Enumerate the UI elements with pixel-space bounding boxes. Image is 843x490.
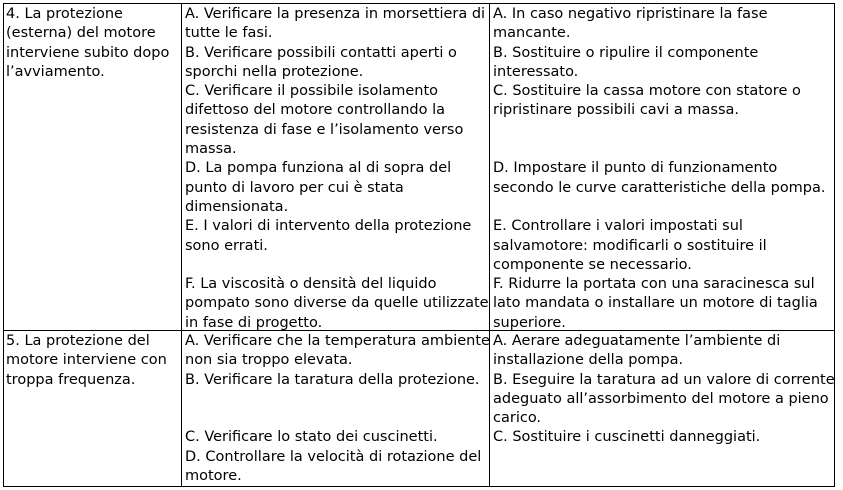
problem-line: l’avviamento. <box>6 63 105 80</box>
cause-d-line: punto di lavoro per cui è stata <box>185 179 404 196</box>
cause-b-line: B. Verificare possibili contatti aperti o <box>185 44 457 61</box>
remedy-a-line: A. In caso negativo ripristinare la fase <box>493 6 768 22</box>
cause-a-line: non sia troppo elevata. <box>185 352 353 369</box>
problem-line: motore interviene con <box>6 352 167 369</box>
remedy-a-line: A. Aerare adeguatamente l’ambiente di <box>493 333 781 349</box>
remedy-b-line: B. Eseguire la taratura ad un valore di corrente <box>493 371 835 388</box>
cause-f-line: pompato sono diverse da quelle utilizzate <box>185 295 489 312</box>
remedy-f-line: F. Ridurre la portata con una saracinesca sul <box>493 276 815 293</box>
remedy-f-line: lato mandata o installare un motore di taglia <box>493 295 818 312</box>
cause-c-line: C. Verificare il possibile isolamento <box>185 83 439 100</box>
row-5-problem <box>6 332 167 390</box>
row-4-causes <box>185 5 489 333</box>
blank-line <box>493 121 826 140</box>
row-5-causes <box>185 332 490 486</box>
row-4-problem <box>6 5 169 82</box>
remedy-a-line: installazione della pompa. <box>493 352 684 369</box>
remedy-c-line: C. Sostituire i cuscinetti danneggiati. <box>493 429 761 446</box>
cause-b-line: sporchi nella protezione. <box>185 63 364 80</box>
cause-d-line: D. Controllare la velocità di rotazione del <box>185 448 482 465</box>
row-4-remedies <box>493 5 826 333</box>
cause-c-line: resistenza di fase e l’isolamento verso <box>185 121 464 138</box>
problem-line: interviene subito dopo <box>6 44 170 61</box>
remedy-f-line: superiore. <box>493 314 566 331</box>
remedy-d-line: secondo le curve caratteristiche della pompa. <box>493 179 826 196</box>
remedy-e-line: E. Controllare i valori impostati sul <box>493 218 743 235</box>
cause-f-line: in fase di progetto. <box>185 314 323 331</box>
remedy-b-line: carico. <box>493 410 542 427</box>
cause-f-line: F. La viscosità o densità del liquido <box>185 276 437 293</box>
blank-line <box>493 198 826 217</box>
remedy-c-line: ripristinare possibili cavi a massa. <box>493 102 739 119</box>
cause-c-line: C. Verificare lo stato dei cuscinetti. <box>185 429 438 446</box>
remedy-b-line: B. Sostituire o ripulire il componente <box>493 44 759 61</box>
blank-line <box>185 409 490 428</box>
cause-d-line: D. La pompa funziona al di sopra del <box>185 160 452 177</box>
row-5-remedies <box>493 332 835 448</box>
blank-line <box>493 140 826 159</box>
cause-d-line: dimensionata. <box>185 198 289 215</box>
cause-e-line: E. I valori di intervento della protezione <box>185 218 472 235</box>
blank-line <box>185 390 490 409</box>
table-border-left <box>3 3 4 487</box>
cause-b-line: B. Verificare la taratura della protezione. <box>185 371 480 388</box>
cause-e-line: sono errati. <box>185 237 268 254</box>
table-border-top <box>3 3 835 4</box>
problem-line: (esterna) del motore <box>6 25 156 42</box>
remedy-b-line: interessato. <box>493 63 579 80</box>
problem-line: 5. La protezione del <box>6 333 150 349</box>
remedy-d-line: D. Impostare il punto di funzionamento <box>493 160 778 177</box>
problem-line: 4. La protezione <box>6 6 123 22</box>
remedy-e-line: componente se necessario. <box>493 256 692 273</box>
cause-c-line: massa. <box>185 141 237 158</box>
cause-d-line: motore. <box>185 468 242 485</box>
problem-line: troppa frequenza. <box>6 371 136 388</box>
cause-a-line: A. Verificare la presenza in morsettiera di <box>185 6 486 22</box>
cause-a-line: tutte le fasi. <box>185 25 273 42</box>
cause-c-line: difettoso del motore controllando la <box>185 102 445 119</box>
cause-a-line: A. Verificare che la temperatura ambiente <box>185 333 490 349</box>
remedy-a-line: mancante. <box>493 25 571 42</box>
blank-line <box>185 256 489 275</box>
remedy-b-line: adeguato all’assorbimento del motore a pieno <box>493 390 829 407</box>
remedy-c-line: C. Sostituire la cassa motore con statore o <box>493 83 801 100</box>
remedy-e-line: salvamotore: modificarli o sostituire il <box>493 237 767 254</box>
column-divider-1 <box>181 3 182 487</box>
